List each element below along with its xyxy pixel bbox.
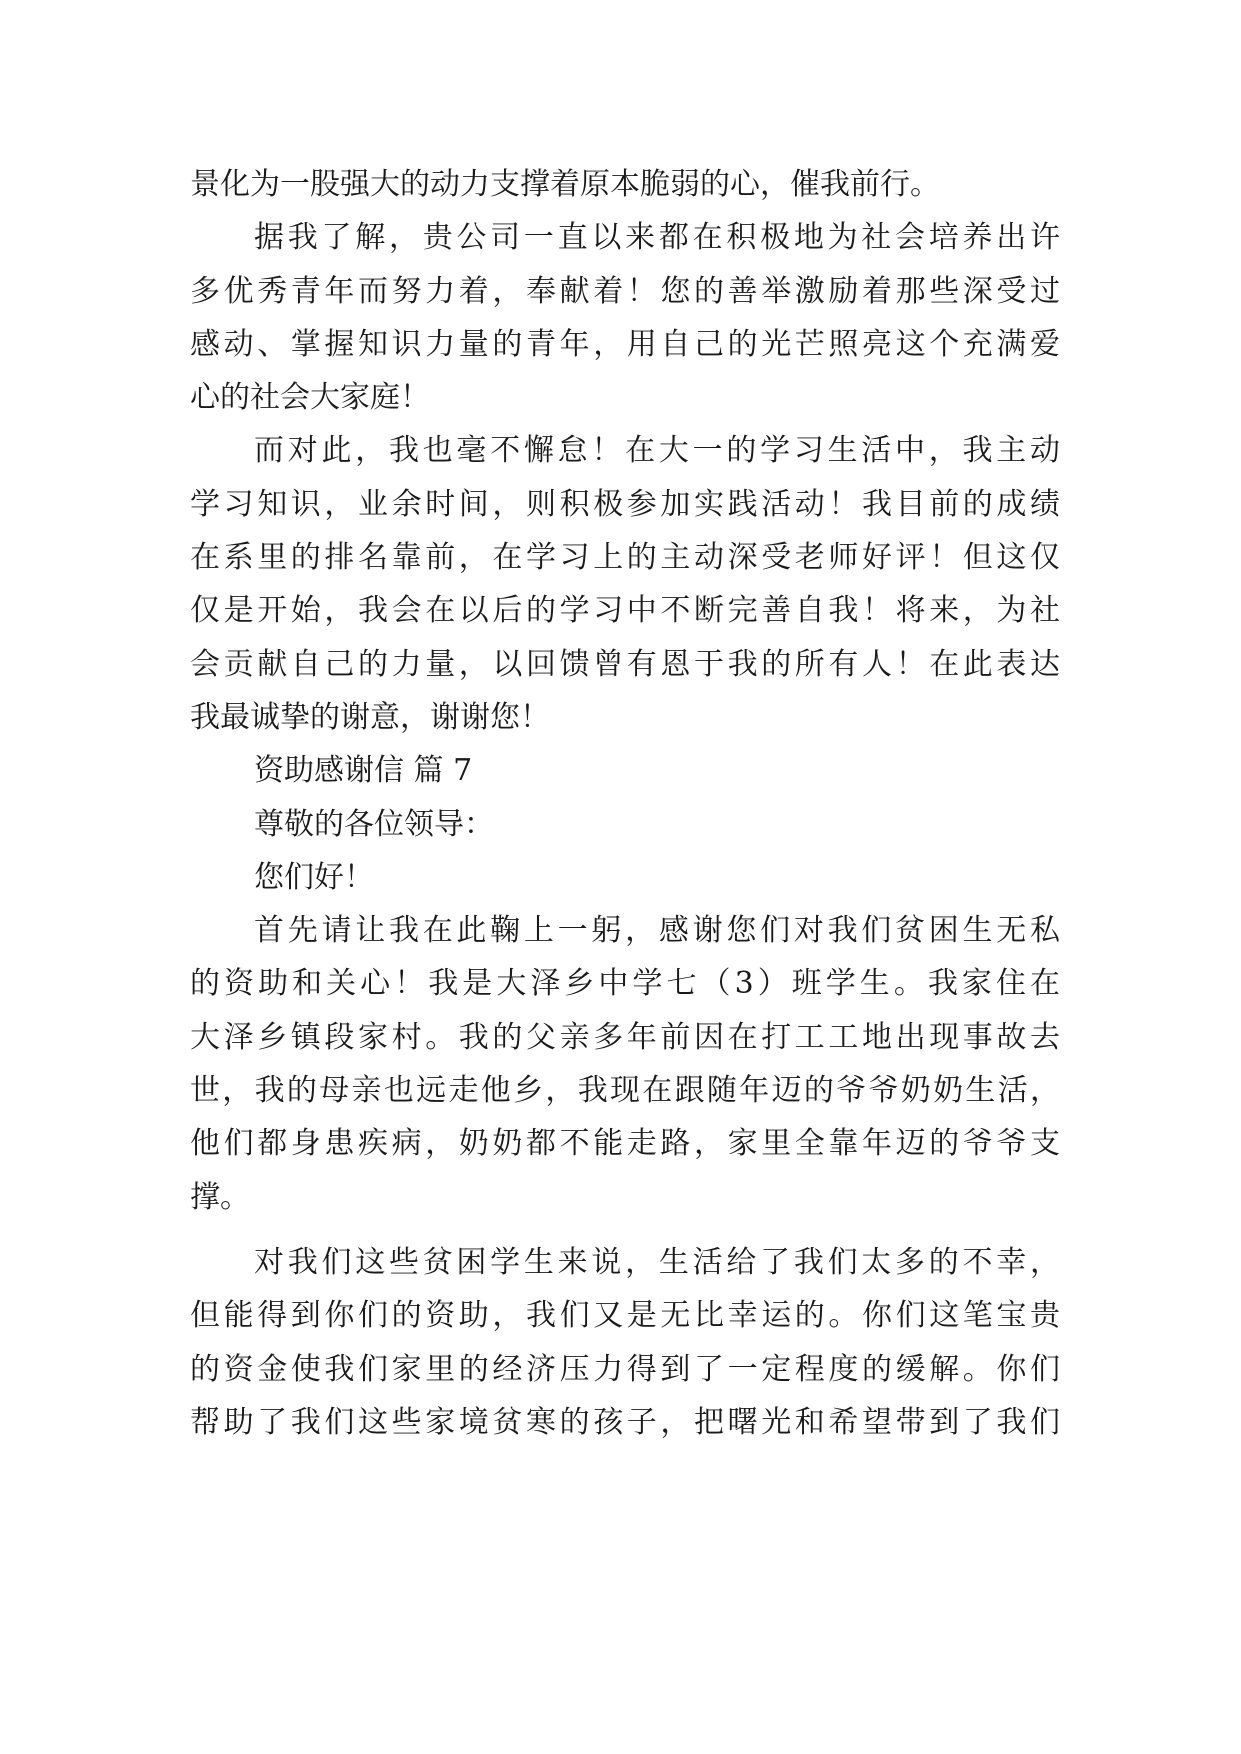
text-line: 心的社会大家庭！ <box>190 380 430 416</box>
text-line: 学习知识，业余时间，则积极参加实践活动！我目前的成绩 <box>190 486 1060 522</box>
paragraph-gap <box>190 1224 1060 1236</box>
text-line: 据我了解，贵公司一直以来都在积极地为社会培养出许 <box>254 220 1060 256</box>
text-line: 仅是开始，我会在以后的学习中不断完善自我！将来，为社 <box>190 593 1060 629</box>
text-line: 我最诚挚的谢意，谢谢您！ <box>190 699 550 735</box>
text-line: 但能得到你们的资助，我们又是无比幸运的。你们这笔宝贵 <box>190 1298 1060 1334</box>
text-line: 而对此，我也毫不懈怠！在大一的学习生活中，我主动 <box>254 433 1060 469</box>
section-heading: 资助感谢信 篇 7 <box>254 753 473 789</box>
text-line: 会贡献自己的力量，以回馈曾有恩于我的所有人！在此表达 <box>190 646 1060 682</box>
text-line: 的资助和关心！我是大泽乡中学七（3）班学生。我家住在 <box>190 966 1060 1002</box>
text-line: 在系里的排名靠前，在学习上的主动深受老师好评！但这仅 <box>190 540 1060 576</box>
text-line: 感动、掌握知识力量的青年，用自己的光芒照亮这个充满爱 <box>190 326 1060 362</box>
text-line: 多优秀青年而努力着，奉献着！您的善举激励着那些深受过 <box>190 273 1060 309</box>
text-line: 世，我的母亲也远走他乡，我现在跟随年迈的爷爷奶奶生活， <box>190 1073 1060 1109</box>
text-line: 他们都身患疾病，奶奶都不能走路，家里全靠年迈的爷爷支 <box>190 1126 1060 1162</box>
text-line: 大泽乡镇段家村。我的父亲多年前因在打工工地出现事故去 <box>190 1019 1060 1055</box>
text-line: 的资金使我们家里的经济压力得到了一定程度的缓解。你们 <box>190 1351 1060 1387</box>
text-line: 撑。 <box>190 1179 250 1215</box>
letter-body <box>190 158 1060 1449</box>
greeting: 您们好！ <box>254 859 374 895</box>
text-line: 景化为一股强大的动力支撑着原本脆弱的心，催我前行。 <box>190 167 940 202</box>
text-line: 首先请让我在此鞠上一躬，感谢您们对我们贫困生无私 <box>254 913 1060 949</box>
salutation: 尊敬的各位领导： <box>254 806 494 842</box>
text-line: 帮助了我们这些家境贫寒的孩子，把曙光和希望带到了我们 <box>190 1404 1060 1440</box>
text-line: 对我们这些贫困学生来说，生活给了我们太多的不幸， <box>254 1244 1060 1280</box>
